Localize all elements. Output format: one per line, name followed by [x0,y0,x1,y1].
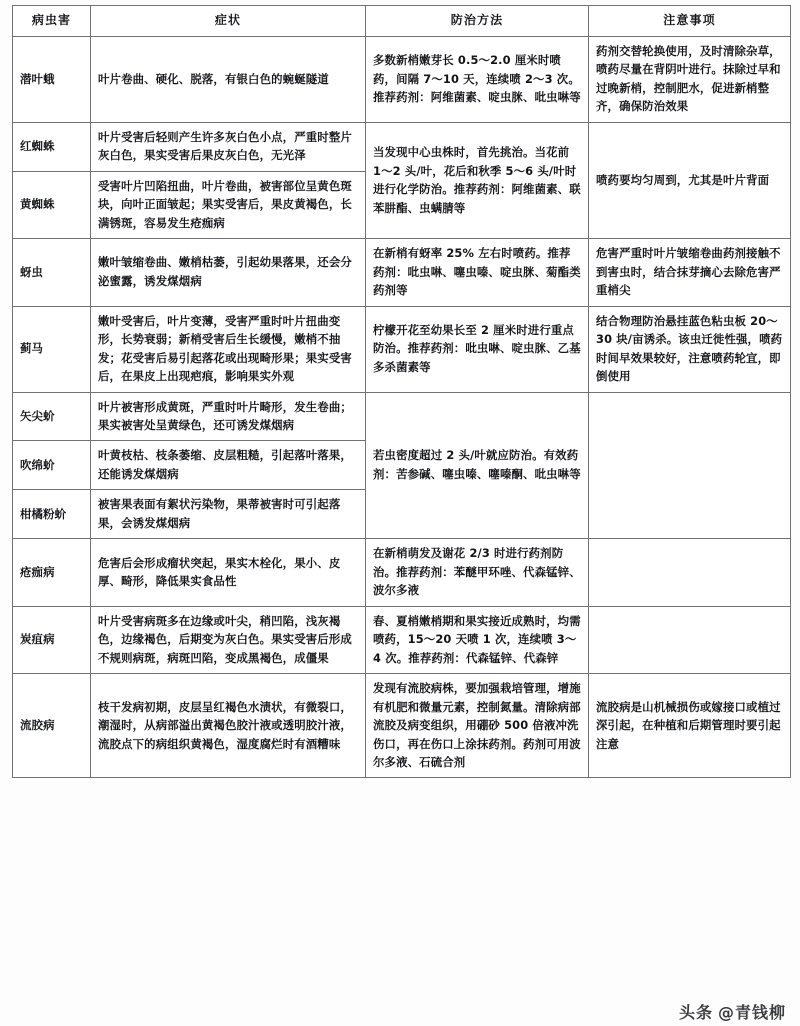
pest-name-cell: 炭疽病 [13,606,91,673]
symptom-cell: 危害后会形成瘤状突起，果实木栓化，果小、皮厚、畸形，降低果实食品性 [91,539,366,606]
symptom-cell: 被害果表面有絮状污染物，果蒂被害时可引起落果，会诱发煤烟病 [91,490,366,539]
symptom-cell: 受害叶片凹陷扭曲，叶片卷曲，被害部位呈黄色斑块，向叶正面皱起；果实受害后，果皮黄褐色，长满锈斑，容易发生疮痂病 [91,171,366,238]
symptom-cell: 叶片被害形成黄斑，严重时叶片畸形，发生卷曲；果实被害处呈黄绿色，还可诱发煤烟病 [91,392,366,441]
pest-name-cell: 蓟马 [13,306,91,392]
control-method-cell: 柠檬开花至幼果长至 2 厘米时进行重点防治。推荐药剂：吡虫啉、啶虫脒、乙基多杀菌素等 [366,306,589,392]
control-method-cell: 在新梢有蚜率 25% 左右时喷药。推荐药剂：吡虫啉、噻虫嗪、啶虫脒、菊酯类药剂等 [366,239,589,306]
table-row [13,37,791,123]
symptom-cell: 叶片卷曲、硬化、脱落，有银白色的蜿蜒隧道 [91,37,366,123]
pest-name-cell: 黄蜘蛛 [13,171,91,238]
table-row [13,122,791,171]
symptom-cell: 嫩叶皱缩卷曲、嫩梢枯萎，引起幼果落果，还会分泌蜜露，诱发煤烟病 [91,239,366,306]
symptom-cell: 枝干发病初期，皮层呈红褐色水渍状，有微裂口，潮湿时，从病部溢出黄褐色胶汁液或透明胶汁液，流胶点下的病组织黄褐色，湿度腐烂时有酒糟味 [91,674,366,778]
table-row [13,392,791,441]
control-method-cell: 多数新梢嫩芽长 0.5～2.0 厘米时喷药，间隔 7～10 天，连续喷 2～3 次。推荐药剂：阿维菌素、啶虫脒、吡虫啉等 [366,37,589,123]
symptom-cell: 叶黄枝枯、枝条萎缩、皮层粗糙，引起落叶落果，还能诱发煤烟病 [91,441,366,490]
notes-cell [589,392,791,539]
pest-name-cell: 潜叶蛾 [13,37,91,123]
table-row [13,306,791,392]
symptom-cell: 叶片受害病斑多在边缘或叶尖，稍凹陷，浅灰褐色，边缘褐色，后期变为灰白色。果实受害后形成不规则病斑，病斑凹陷，变成黑褐色，成僵果 [91,606,366,673]
column-header-symptom: 症状 [91,6,366,37]
pest-name-cell: 吹绵蚧 [13,441,91,490]
notes-cell: 药剂交替轮换使用，及时清除杂草，喷药尽量在背阴叶进行。抹除过早和过晚新梢，控制肥水，促进新梢整齐，确保防治效果 [589,37,791,123]
notes-cell [589,606,791,673]
watermark-handle: @青钱柳 [717,1003,786,1022]
watermark-platform: 头条 [678,1003,713,1022]
pest-name-cell: 红蜘蛛 [13,122,91,171]
pest-control-table [12,5,791,778]
pest-name-cell: 柑橘粉蚧 [13,490,91,539]
column-header-notes: 注意事项 [589,6,791,37]
control-method-cell: 发现有流胶病株，要加强栽培管理，增施有机肥和微量元素，控制氮量。清除病部流胶及病变组织，用硼砂 500 倍液冲洗伤口，再在伤口上涂抹药剂。药剂可用波尔多液、石硫合剂 [366,674,589,778]
table-row [13,539,791,606]
column-header-pest: 病虫害 [13,6,91,37]
table-body [13,37,791,778]
pest-name-cell: 矢尖蚧 [13,392,91,441]
control-method-cell: 春、夏梢嫩梢期和果实接近成熟时，均需喷药，15～20 天喷 1 次，连续喷 3～4 次。推荐药剂：代森锰锌、代森锌 [366,606,589,673]
pest-name-cell: 流胶病 [13,674,91,778]
control-method-cell: 当发现中心虫株时，首先挑治。当花前 1～2 头/叶，花后和秋季 5～6 头/叶时进行化学防治。推荐药剂：阿维菌素、联苯肼酯、虫螨腈等 [366,122,589,238]
column-header-control: 防治方法 [366,6,589,37]
watermark [679,1000,786,1023]
notes-cell: 喷药要均匀周到，尤其是叶片背面 [589,122,791,238]
notes-cell: 危害严重时叶片皱缩卷曲药剂接触不到害虫时，结合抹芽摘心去除危害严重梢尖 [589,239,791,306]
control-method-cell: 在新梢萌发及谢花 2/3 时进行药剂防治。推荐药剂：苯醚甲环唑、代森锰锌、波尔多液 [366,539,589,606]
table-header [13,6,791,37]
notes-cell: 结合物理防治悬挂蓝色粘虫板 20～30 块/亩诱杀。该虫迁徙性强，喷药时间早效果较好，注意喷药轮宜，即倒使用 [589,306,791,392]
symptom-cell: 叶片受害后轻则产生许多灰白色小点，严重时整片灰白色，果实受害后果皮灰白色，无光泽 [91,122,366,171]
table-row [13,606,791,673]
pest-name-cell: 蚜虫 [13,239,91,306]
notes-cell [589,539,791,606]
header-row [13,6,791,37]
symptom-cell: 嫩叶受害后，叶片变薄，受害严重时叶片扭曲变形，长势衰弱；新梢受害后生长缓慢，嫩梢不抽发；花受害后易引起落花或出现畸形果；果实受害后，在果皮上出现疤痕，影响果实外观 [91,306,366,392]
control-method-cell: 若虫密度超过 2 头/叶就应防治。有效药剂：苦参碱、噻虫嗪、噻嗪酮、吡虫啉等 [366,392,589,539]
pest-name-cell: 疮痂病 [13,539,91,606]
table-row [13,674,791,778]
table-row [13,239,791,306]
notes-cell: 流胶病是山机械损伤或嫁接口或植过深引起，在种植和后期管理时要引起注意 [589,674,791,778]
